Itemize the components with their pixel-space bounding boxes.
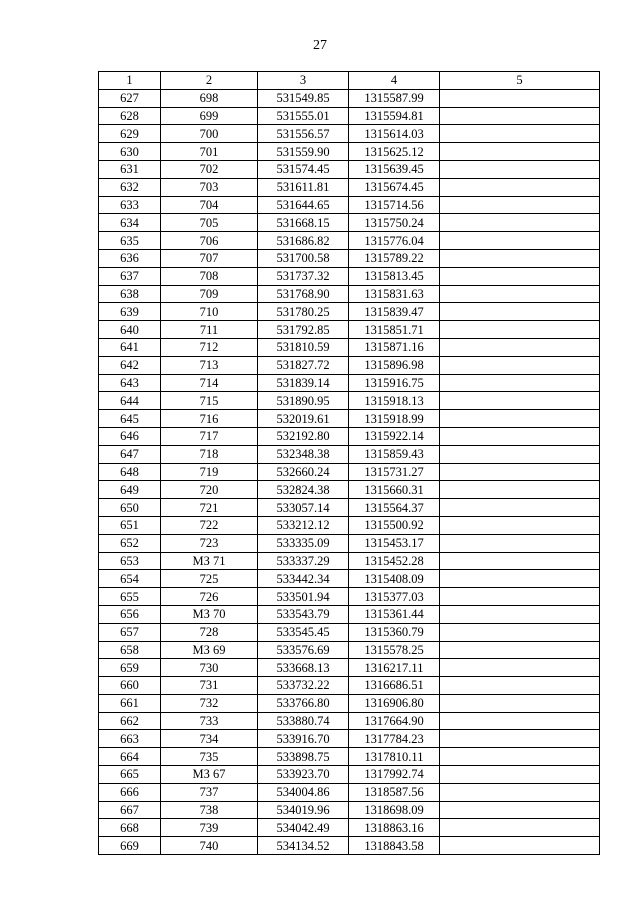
point-number-cell: МЗ 69 xyxy=(161,641,258,659)
table-row xyxy=(99,160,600,178)
y-coordinate-cell: 1315500.92 xyxy=(349,516,440,534)
point-number-cell: 701 xyxy=(161,143,258,161)
notes-cell xyxy=(440,356,600,374)
point-number-cell: 703 xyxy=(161,178,258,196)
row-index-cell: 662 xyxy=(99,712,161,730)
point-number-cell: 709 xyxy=(161,285,258,303)
row-index-cell: 647 xyxy=(99,445,161,463)
notes-cell xyxy=(440,143,600,161)
row-index-cell: 669 xyxy=(99,837,161,855)
point-number-cell: 706 xyxy=(161,232,258,250)
row-index-cell: 640 xyxy=(99,321,161,339)
row-index-cell: 658 xyxy=(99,641,161,659)
row-index-cell: 649 xyxy=(99,481,161,499)
row-index-cell: 628 xyxy=(99,107,161,125)
y-coordinate-cell: 1315916.75 xyxy=(349,374,440,392)
y-coordinate-cell: 1315360.79 xyxy=(349,623,440,641)
point-number-cell: 713 xyxy=(161,356,258,374)
table-row xyxy=(99,232,600,250)
notes-cell xyxy=(440,232,600,250)
point-number-cell: 708 xyxy=(161,267,258,285)
x-coordinate-cell: 533057.14 xyxy=(258,499,349,517)
table-row xyxy=(99,748,600,766)
row-index-cell: 650 xyxy=(99,499,161,517)
x-coordinate-cell: 533732.22 xyxy=(258,677,349,695)
table-row xyxy=(99,534,600,552)
x-coordinate-cell: 533212.12 xyxy=(258,516,349,534)
point-number-cell: 710 xyxy=(161,303,258,321)
notes-cell xyxy=(440,801,600,819)
table-row xyxy=(99,107,600,125)
table-row xyxy=(99,481,600,499)
notes-cell xyxy=(440,267,600,285)
notes-cell xyxy=(440,694,600,712)
point-number-cell: 699 xyxy=(161,107,258,125)
row-index-cell: 631 xyxy=(99,160,161,178)
y-coordinate-cell: 1315408.09 xyxy=(349,570,440,588)
notes-cell xyxy=(440,837,600,855)
row-index-cell: 642 xyxy=(99,356,161,374)
row-index-cell: 641 xyxy=(99,338,161,356)
table-row xyxy=(99,588,600,606)
x-coordinate-cell: 533766.80 xyxy=(258,694,349,712)
point-number-cell: МЗ 70 xyxy=(161,605,258,623)
x-coordinate-cell: 531737.32 xyxy=(258,267,349,285)
row-index-cell: 648 xyxy=(99,463,161,481)
column-header-4: 4 xyxy=(349,72,440,90)
row-index-cell: 664 xyxy=(99,748,161,766)
notes-cell xyxy=(440,321,600,339)
x-coordinate-cell: 533576.69 xyxy=(258,641,349,659)
y-coordinate-cell: 1315714.56 xyxy=(349,196,440,214)
notes-cell xyxy=(440,285,600,303)
point-number-cell: 711 xyxy=(161,321,258,339)
point-number-cell: 720 xyxy=(161,481,258,499)
x-coordinate-cell: 532660.24 xyxy=(258,463,349,481)
point-number-cell: 700 xyxy=(161,125,258,143)
notes-cell xyxy=(440,641,600,659)
table-row xyxy=(99,694,600,712)
x-coordinate-cell: 532824.38 xyxy=(258,481,349,499)
notes-cell xyxy=(440,677,600,695)
point-number-cell: 738 xyxy=(161,801,258,819)
row-index-cell: 663 xyxy=(99,730,161,748)
notes-cell xyxy=(440,712,600,730)
y-coordinate-cell: 1315896.98 xyxy=(349,356,440,374)
table-row xyxy=(99,125,600,143)
table-row xyxy=(99,783,600,801)
y-coordinate-cell: 1315871.16 xyxy=(349,338,440,356)
row-index-cell: 659 xyxy=(99,659,161,677)
x-coordinate-cell: 533668.13 xyxy=(258,659,349,677)
y-coordinate-cell: 1315839.47 xyxy=(349,303,440,321)
row-index-cell: 652 xyxy=(99,534,161,552)
table-row xyxy=(99,321,600,339)
y-coordinate-cell: 1315851.71 xyxy=(349,321,440,339)
x-coordinate-cell: 531555.01 xyxy=(258,107,349,125)
row-index-cell: 660 xyxy=(99,677,161,695)
notes-cell xyxy=(440,160,600,178)
point-number-cell: 726 xyxy=(161,588,258,606)
row-index-cell: 635 xyxy=(99,232,161,250)
row-index-cell: 657 xyxy=(99,623,161,641)
x-coordinate-cell: 531792.85 xyxy=(258,321,349,339)
y-coordinate-cell: 1315859.43 xyxy=(349,445,440,463)
y-coordinate-cell: 1317810.11 xyxy=(349,748,440,766)
notes-cell xyxy=(440,730,600,748)
row-index-cell: 653 xyxy=(99,552,161,570)
y-coordinate-cell: 1315377.03 xyxy=(349,588,440,606)
y-coordinate-cell: 1317664.90 xyxy=(349,712,440,730)
table-header-row xyxy=(99,72,600,90)
notes-cell xyxy=(440,463,600,481)
notes-cell xyxy=(440,623,600,641)
point-number-cell: 707 xyxy=(161,249,258,267)
row-index-cell: 637 xyxy=(99,267,161,285)
x-coordinate-cell: 533916.70 xyxy=(258,730,349,748)
x-coordinate-cell: 531810.59 xyxy=(258,338,349,356)
notes-cell xyxy=(440,819,600,837)
notes-cell xyxy=(440,392,600,410)
y-coordinate-cell: 1316686.51 xyxy=(349,677,440,695)
y-coordinate-cell: 1315918.13 xyxy=(349,392,440,410)
notes-cell xyxy=(440,196,600,214)
x-coordinate-cell: 531668.15 xyxy=(258,214,349,232)
point-number-cell: 739 xyxy=(161,819,258,837)
point-number-cell: 717 xyxy=(161,427,258,445)
page-number: 27 xyxy=(313,38,327,53)
table-row xyxy=(99,463,600,481)
column-header-5: 5 xyxy=(440,72,600,90)
x-coordinate-cell: 533880.74 xyxy=(258,712,349,730)
y-coordinate-cell: 1317784.23 xyxy=(349,730,440,748)
notes-cell xyxy=(440,249,600,267)
point-number-cell: 705 xyxy=(161,214,258,232)
x-coordinate-cell: 531574.45 xyxy=(258,160,349,178)
y-coordinate-cell: 1315453.17 xyxy=(349,534,440,552)
table-row xyxy=(99,285,600,303)
x-coordinate-cell: 531611.81 xyxy=(258,178,349,196)
x-coordinate-cell: 531686.82 xyxy=(258,232,349,250)
y-coordinate-cell: 1315594.81 xyxy=(349,107,440,125)
y-coordinate-cell: 1318698.09 xyxy=(349,801,440,819)
table-row xyxy=(99,338,600,356)
notes-cell xyxy=(440,374,600,392)
table-row xyxy=(99,427,600,445)
table-row xyxy=(99,570,600,588)
notes-cell xyxy=(440,552,600,570)
table-row xyxy=(99,677,600,695)
row-index-cell: 627 xyxy=(99,89,161,107)
y-coordinate-cell: 1317992.74 xyxy=(349,766,440,784)
notes-cell xyxy=(440,178,600,196)
row-index-cell: 632 xyxy=(99,178,161,196)
y-coordinate-cell: 1315361.44 xyxy=(349,605,440,623)
row-index-cell: 667 xyxy=(99,801,161,819)
notes-cell xyxy=(440,125,600,143)
x-coordinate-cell: 533923.70 xyxy=(258,766,349,784)
x-coordinate-cell: 531559.90 xyxy=(258,143,349,161)
point-number-cell: 721 xyxy=(161,499,258,517)
x-coordinate-cell: 534019.96 xyxy=(258,801,349,819)
notes-cell xyxy=(440,499,600,517)
column-header-1: 1 xyxy=(99,72,161,90)
x-coordinate-cell: 534004.86 xyxy=(258,783,349,801)
row-index-cell: 651 xyxy=(99,516,161,534)
y-coordinate-cell: 1315831.63 xyxy=(349,285,440,303)
row-index-cell: 656 xyxy=(99,605,161,623)
y-coordinate-cell: 1315639.45 xyxy=(349,160,440,178)
point-number-cell: МЗ 71 xyxy=(161,552,258,570)
x-coordinate-cell: 531780.25 xyxy=(258,303,349,321)
point-number-cell: 737 xyxy=(161,783,258,801)
x-coordinate-cell: 531556.57 xyxy=(258,125,349,143)
row-index-cell: 646 xyxy=(99,427,161,445)
table-row xyxy=(99,356,600,374)
x-coordinate-cell: 531890.95 xyxy=(258,392,349,410)
row-index-cell: 666 xyxy=(99,783,161,801)
table-row xyxy=(99,249,600,267)
column-header-2: 2 xyxy=(161,72,258,90)
notes-cell xyxy=(440,303,600,321)
point-number-cell: 732 xyxy=(161,694,258,712)
point-number-cell: 719 xyxy=(161,463,258,481)
point-number-cell: 698 xyxy=(161,89,258,107)
notes-cell xyxy=(440,338,600,356)
table-row xyxy=(99,801,600,819)
table-row xyxy=(99,143,600,161)
notes-cell xyxy=(440,570,600,588)
table-row xyxy=(99,819,600,837)
y-coordinate-cell: 1315813.45 xyxy=(349,267,440,285)
point-number-cell: 723 xyxy=(161,534,258,552)
x-coordinate-cell: 531644.65 xyxy=(258,196,349,214)
table-row xyxy=(99,641,600,659)
point-number-cell: 725 xyxy=(161,570,258,588)
x-coordinate-cell: 531827.72 xyxy=(258,356,349,374)
notes-cell xyxy=(440,107,600,125)
table-row xyxy=(99,552,600,570)
point-number-cell: 716 xyxy=(161,410,258,428)
row-index-cell: 644 xyxy=(99,392,161,410)
point-number-cell: 734 xyxy=(161,730,258,748)
notes-cell xyxy=(440,588,600,606)
row-index-cell: 636 xyxy=(99,249,161,267)
notes-cell xyxy=(440,605,600,623)
x-coordinate-cell: 532348.38 xyxy=(258,445,349,463)
row-index-cell: 633 xyxy=(99,196,161,214)
table-row xyxy=(99,445,600,463)
notes-cell xyxy=(440,89,600,107)
table-row xyxy=(99,196,600,214)
point-number-cell: МЗ 67 xyxy=(161,766,258,784)
point-number-cell: 712 xyxy=(161,338,258,356)
x-coordinate-cell: 533337.29 xyxy=(258,552,349,570)
y-coordinate-cell: 1315564.37 xyxy=(349,499,440,517)
table-row xyxy=(99,410,600,428)
notes-cell xyxy=(440,766,600,784)
y-coordinate-cell: 1315922.14 xyxy=(349,427,440,445)
table-row xyxy=(99,392,600,410)
x-coordinate-cell: 533335.09 xyxy=(258,534,349,552)
point-number-cell: 722 xyxy=(161,516,258,534)
x-coordinate-cell: 531549.85 xyxy=(258,89,349,107)
y-coordinate-cell: 1318587.56 xyxy=(349,783,440,801)
table-row xyxy=(99,712,600,730)
table-row xyxy=(99,766,600,784)
table-row xyxy=(99,837,600,855)
x-coordinate-cell: 533501.94 xyxy=(258,588,349,606)
y-coordinate-cell: 1316217.11 xyxy=(349,659,440,677)
point-number-cell: 740 xyxy=(161,837,258,855)
y-coordinate-cell: 1315452.28 xyxy=(349,552,440,570)
notes-cell xyxy=(440,659,600,677)
row-index-cell: 655 xyxy=(99,588,161,606)
y-coordinate-cell: 1315587.99 xyxy=(349,89,440,107)
x-coordinate-cell: 531839.14 xyxy=(258,374,349,392)
notes-cell xyxy=(440,214,600,232)
table-row xyxy=(99,214,600,232)
row-index-cell: 629 xyxy=(99,125,161,143)
table-row xyxy=(99,499,600,517)
y-coordinate-cell: 1315614.03 xyxy=(349,125,440,143)
x-coordinate-cell: 532019.61 xyxy=(258,410,349,428)
table-row xyxy=(99,730,600,748)
row-index-cell: 630 xyxy=(99,143,161,161)
table-row xyxy=(99,303,600,321)
y-coordinate-cell: 1315660.31 xyxy=(349,481,440,499)
point-number-cell: 714 xyxy=(161,374,258,392)
row-index-cell: 668 xyxy=(99,819,161,837)
point-number-cell: 728 xyxy=(161,623,258,641)
x-coordinate-cell: 532192.80 xyxy=(258,427,349,445)
row-index-cell: 654 xyxy=(99,570,161,588)
x-coordinate-cell: 531768.90 xyxy=(258,285,349,303)
coordinates-table xyxy=(98,71,600,855)
x-coordinate-cell: 531700.58 xyxy=(258,249,349,267)
row-index-cell: 634 xyxy=(99,214,161,232)
row-index-cell: 645 xyxy=(99,410,161,428)
y-coordinate-cell: 1315578.25 xyxy=(349,641,440,659)
notes-cell xyxy=(440,427,600,445)
notes-cell xyxy=(440,410,600,428)
notes-cell xyxy=(440,748,600,766)
table-row xyxy=(99,267,600,285)
x-coordinate-cell: 534134.52 xyxy=(258,837,349,855)
point-number-cell: 731 xyxy=(161,677,258,695)
row-index-cell: 638 xyxy=(99,285,161,303)
y-coordinate-cell: 1316906.80 xyxy=(349,694,440,712)
point-number-cell: 733 xyxy=(161,712,258,730)
y-coordinate-cell: 1315625.12 xyxy=(349,143,440,161)
point-number-cell: 715 xyxy=(161,392,258,410)
y-coordinate-cell: 1315918.99 xyxy=(349,410,440,428)
table-row xyxy=(99,623,600,641)
y-coordinate-cell: 1315776.04 xyxy=(349,232,440,250)
point-number-cell: 702 xyxy=(161,160,258,178)
x-coordinate-cell: 534042.49 xyxy=(258,819,349,837)
table-row xyxy=(99,605,600,623)
point-number-cell: 730 xyxy=(161,659,258,677)
table-row xyxy=(99,374,600,392)
x-coordinate-cell: 533442.34 xyxy=(258,570,349,588)
y-coordinate-cell: 1318843.58 xyxy=(349,837,440,855)
notes-cell xyxy=(440,516,600,534)
row-index-cell: 661 xyxy=(99,694,161,712)
table-row xyxy=(99,516,600,534)
row-index-cell: 665 xyxy=(99,766,161,784)
table-row xyxy=(99,178,600,196)
row-index-cell: 643 xyxy=(99,374,161,392)
y-coordinate-cell: 1315789.22 xyxy=(349,249,440,267)
notes-cell xyxy=(440,783,600,801)
notes-cell xyxy=(440,481,600,499)
point-number-cell: 735 xyxy=(161,748,258,766)
notes-cell xyxy=(440,445,600,463)
table-row xyxy=(99,89,600,107)
x-coordinate-cell: 533545.45 xyxy=(258,623,349,641)
point-number-cell: 704 xyxy=(161,196,258,214)
row-index-cell: 639 xyxy=(99,303,161,321)
notes-cell xyxy=(440,534,600,552)
column-header-3: 3 xyxy=(258,72,349,90)
y-coordinate-cell: 1315750.24 xyxy=(349,214,440,232)
table-row xyxy=(99,659,600,677)
y-coordinate-cell: 1318863.16 xyxy=(349,819,440,837)
table-body xyxy=(99,89,600,854)
x-coordinate-cell: 533898.75 xyxy=(258,748,349,766)
y-coordinate-cell: 1315731.27 xyxy=(349,463,440,481)
point-number-cell: 718 xyxy=(161,445,258,463)
y-coordinate-cell: 1315674.45 xyxy=(349,178,440,196)
x-coordinate-cell: 533543.79 xyxy=(258,605,349,623)
